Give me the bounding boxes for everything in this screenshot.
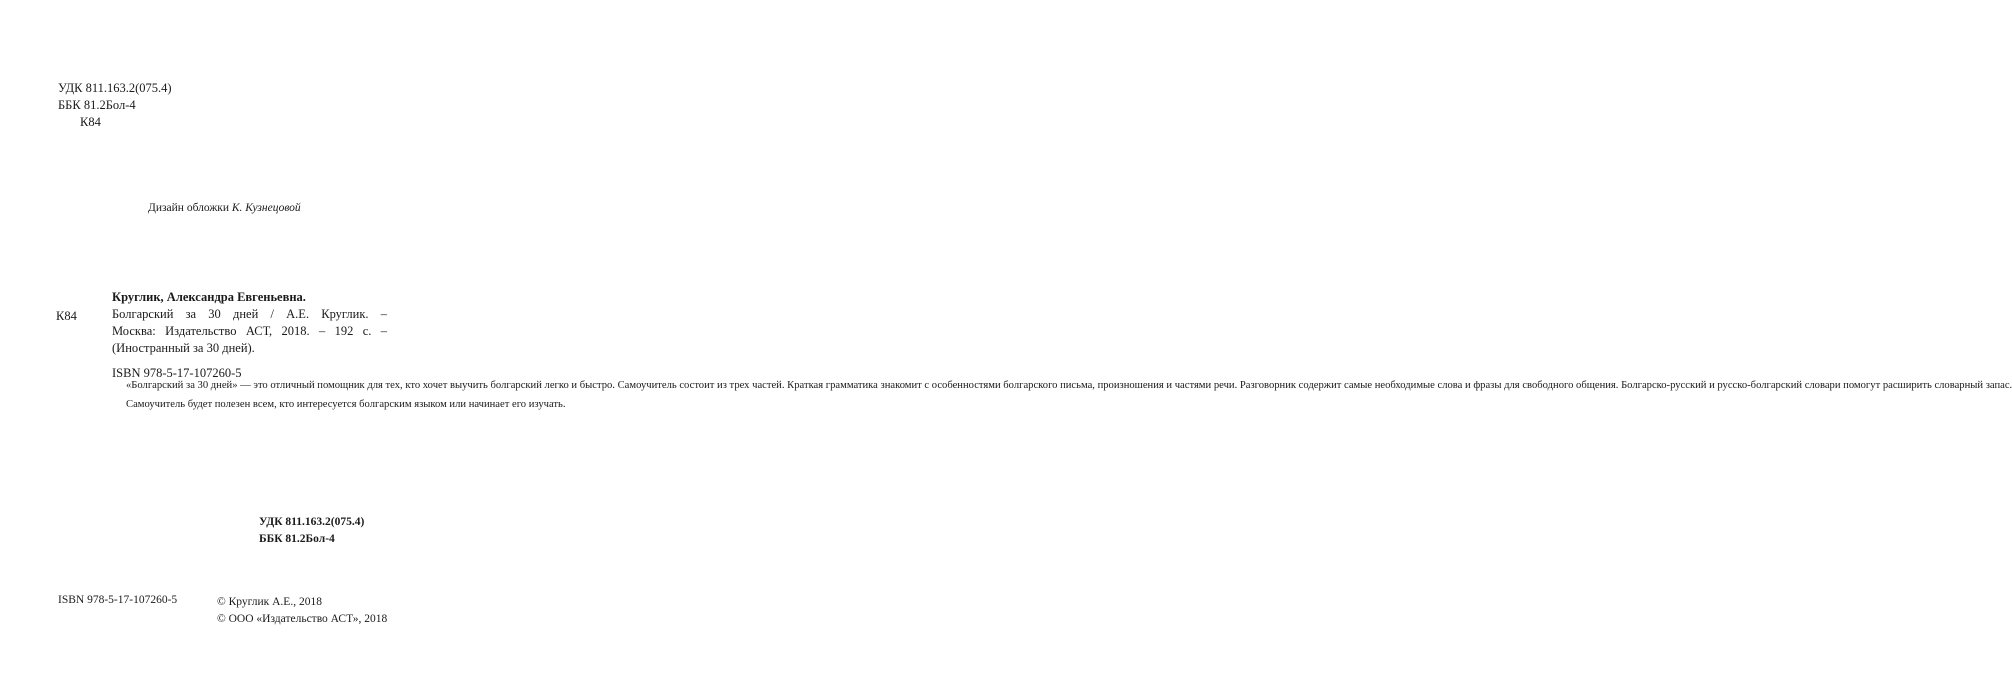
annotation-paragraph: Самоучитель будет полезен всем, кто интересуется болгарским языком или начинает его изучать. xyxy=(126,399,566,411)
designer-label: Дизайн обложки xyxy=(148,202,230,214)
bottom-classification-block xyxy=(259,514,364,548)
copyright-author: © Круглик А.Е., 2018 xyxy=(217,596,322,608)
record-author-mark: К84 xyxy=(56,309,77,323)
bibliographic-record xyxy=(112,289,387,382)
udk-code-bottom: УДК 811.163.2(075.4) xyxy=(259,516,365,528)
copyright-block xyxy=(217,594,387,628)
annotation xyxy=(112,378,2012,412)
record-isbn: ISBN 978-5-17-107260-5 xyxy=(112,366,242,380)
designer-name: К. Кузнецовой xyxy=(231,202,301,214)
annotation-paragraph: «Болгарский за 30 дней» — это отличный помощник для тех, кто хочет выучить болгарский легко и быстро. Самоучитель состоит из трех частей. Краткая грамматика знакомит с особенностями болгарского письма, произношения и частями речи. Разговорник содержит самые необходимые слова и фразы для свободного общения. Болгарско-русский и русско-болгарский словари помогут расширить словарный запас. xyxy=(126,380,2012,391)
footer-isbn: ISBN 978-5-17-107260-5 xyxy=(58,594,178,606)
top-classification-block xyxy=(58,80,172,131)
record-line-title: Болгарский за 30 дней / А.Е. Круглик. – xyxy=(112,307,387,321)
bbk-code: ББК 81.2Бол-4 xyxy=(58,98,136,112)
cover-designer-credit xyxy=(148,202,301,214)
udk-code: УДК 811.163.2(075.4) xyxy=(58,81,172,95)
record-line-publisher: Москва: Издательство АСТ, 2018. – 192 с. – xyxy=(112,324,387,338)
bbk-code-bottom: ББК 81.2Бол-4 xyxy=(259,533,335,545)
author-mark: К84 xyxy=(80,115,101,129)
record-author: Круглик, Александра Евгеньевна. xyxy=(112,290,306,304)
copyright-publisher: © ООО «Издательство АСТ», 2018 xyxy=(217,613,388,625)
record-line-series: (Иностранный за 30 дней). xyxy=(112,341,255,355)
